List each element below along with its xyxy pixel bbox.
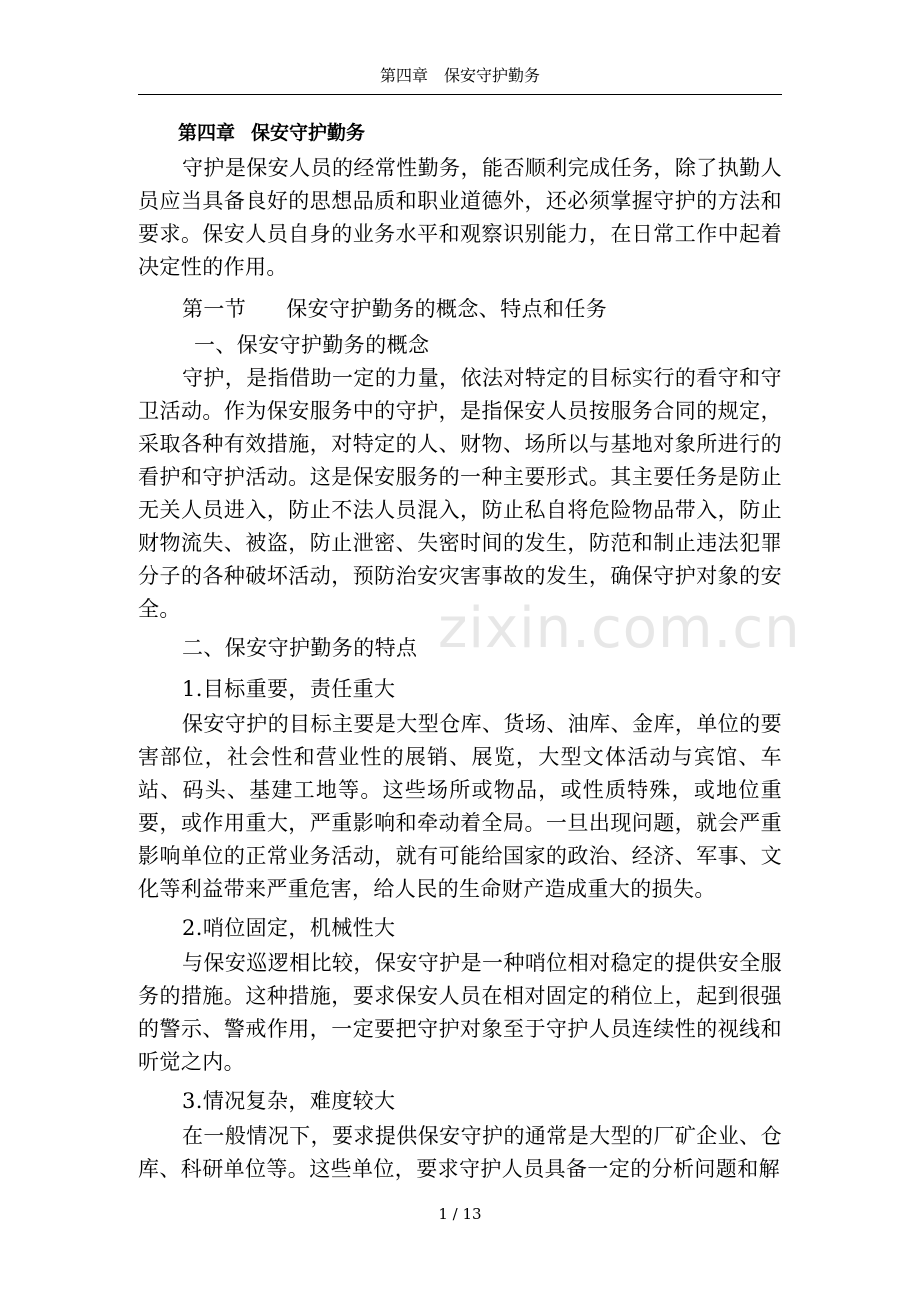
- running-header-chapter: 第四章: [379, 66, 428, 85]
- feature-item-title-2: 2.哨位固定，机械性大: [182, 916, 396, 940]
- feature-item-paragraph-3: 在一般情况下，要求提供保安守护的通常是大型的厂矿企业、仓库、科研单位等。这些单位，要求守护人员具备一定的分析问题和解: [138, 1124, 782, 1181]
- chapter-number: 第四章: [178, 122, 236, 144]
- watermark: zixin.com.cn: [438, 596, 801, 661]
- feature-item-title-1: 1.目标重要，责任重大: [182, 677, 396, 701]
- feature-item-title-3: 3.情况复杂，难度较大: [182, 1089, 396, 1113]
- page-number: 1 / 13: [438, 1205, 482, 1223]
- section-name: 保安守护勤务的概念、特点和任务: [286, 297, 608, 321]
- running-header-title: 保安守护勤务: [444, 66, 541, 85]
- feature-item-paragraph-1: 保安守护的目标主要是大型仓库、货场、油库、金库，单位的要害部位，社会性和营业性的展销、展览，大型文体活动与宾馆、车站、码头、基建工地等。这些场所或物品，或性质特殊，或地位重要，或作用重大，严重影响和牵动着全局。一旦出现问题，就会严重影响单位的正常业务活动，就有可能给国家的政治、经济、军事、文化等利益带来严重危害，给人民的生命财产造成重大的损失。: [138, 712, 782, 901]
- concept-paragraph: 守护，是指借助一定的力量，依法对特定的目标实行的看守和守卫活动。作为保安服务中的守护，是指保安人员按服务合同的规定，采取各种有效措施，对特定的人、财物、场所以与基地对象所进行的看护和守护活动。这是保安服务的一种主要形式。其主要任务是防止无关人员进入，防止不法人员混入，防止私自将危险物品带入，防止财物流失、被盗，防止泄密、失密时间的发生，防范和制止违法犯罪分子的各种破坏活动，预防治安灾害事故的发生，确保守护对象的安全。: [138, 366, 782, 621]
- section-number: 第一节: [182, 297, 247, 321]
- chapter-title: [138, 114, 782, 152]
- running-header: [0, 66, 920, 86]
- document-body: [138, 114, 782, 1186]
- intro-paragraph: 守护是保安人员的经常性勤务，能否顺利完成任务，除了执勤人员应当具备良好的思想品质和职业道德外，还必须掌握守护的方法和要求。保安人员自身的业务水平和观察识别能力，在日常工作中起着决定性的作用。: [138, 156, 782, 279]
- chapter-name: 保安守护勤务: [251, 122, 366, 144]
- subsection-title-features: 二、保安守护勤务的特点: [182, 636, 418, 660]
- header-rule: [138, 94, 782, 95]
- feature-item-paragraph-2: 与保安巡逻相比较，保安守护是一种哨位相对稳定的提供安全服务的措施。这种措施，要求保安人员在相对固定的稍位上，起到很强的警示、警戒作用，一定要把守护对象至于守护人员连续性的视线和听觉之内。: [138, 951, 782, 1074]
- section-title: [138, 284, 782, 329]
- subsection-title-concept: 一、保安守护勤务的概念: [194, 333, 430, 357]
